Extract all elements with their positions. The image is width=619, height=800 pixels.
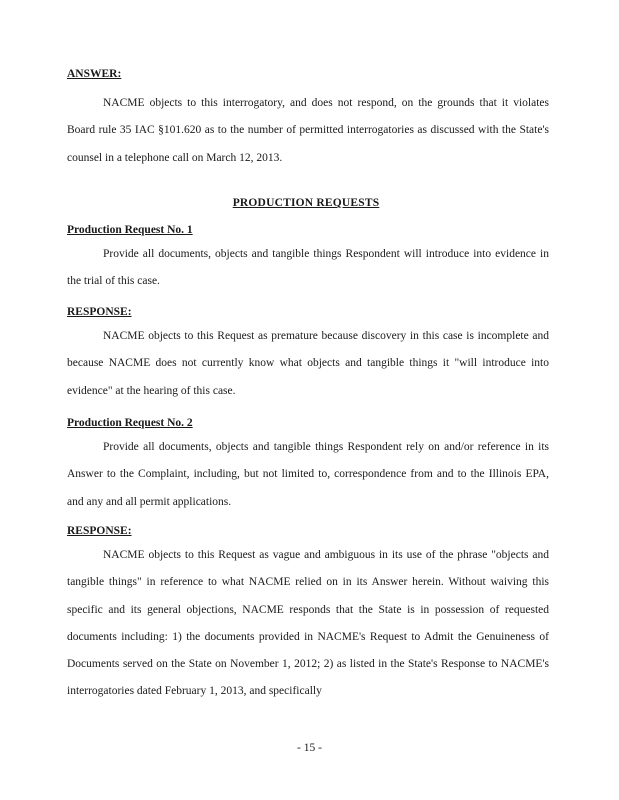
request-1-paragraph: Provide all documents, objects and tangible things Respondent will introduce into evidence in the trial of this case. (67, 248, 549, 288)
response-1-paragraph: NACME objects to this Request as premature because discovery in this case is incomplete and because NACME does not currently know what objects and tangible things it "will introduce into evidence" at the hearing of this case. (67, 330, 549, 397)
answer-paragraph: NACME objects to this interrogatory, and does not respond, on the grounds that it violates Board rule 35 IAC §101.620 as to the number of permitted interrogatories as discussed with the State's counsel in a telephone call on March 12, 2013. (67, 97, 549, 164)
page-number: - 15 - (297, 742, 322, 754)
section-title: PRODUCTION REQUESTS (232, 197, 380, 209)
request-1-heading: Production Request No. 1 (67, 224, 193, 236)
response-1-heading: RESPONSE: (67, 306, 132, 318)
response-2-paragraph: NACME objects to this Request as vague and ambiguous in its use of the phrase "objects and tangible things" in reference to what NACME relied on in its Answer herein. Without waiving this specific and its general objections, NACME responds that the State is in possession of requested documents including: 1) the documents provided in NACME's Request to Admit the Genuineness of Documents served on the State on November 1, 2012; 2) as listed in the State's Response to NACME's interrogatories dated February 1, 2013, and specifically (67, 549, 549, 698)
answer-heading: ANSWER: (67, 68, 122, 80)
response-2-heading: RESPONSE: (67, 525, 132, 537)
request-2-heading: Production Request No. 2 (67, 417, 193, 429)
request-2-paragraph: Provide all documents, objects and tangible things Respondent rely on and/or reference in its Answer to the Complaint, including, but not limited to, correspondence from and to the Illinois EPA, and any and all permit applications. (67, 441, 549, 508)
